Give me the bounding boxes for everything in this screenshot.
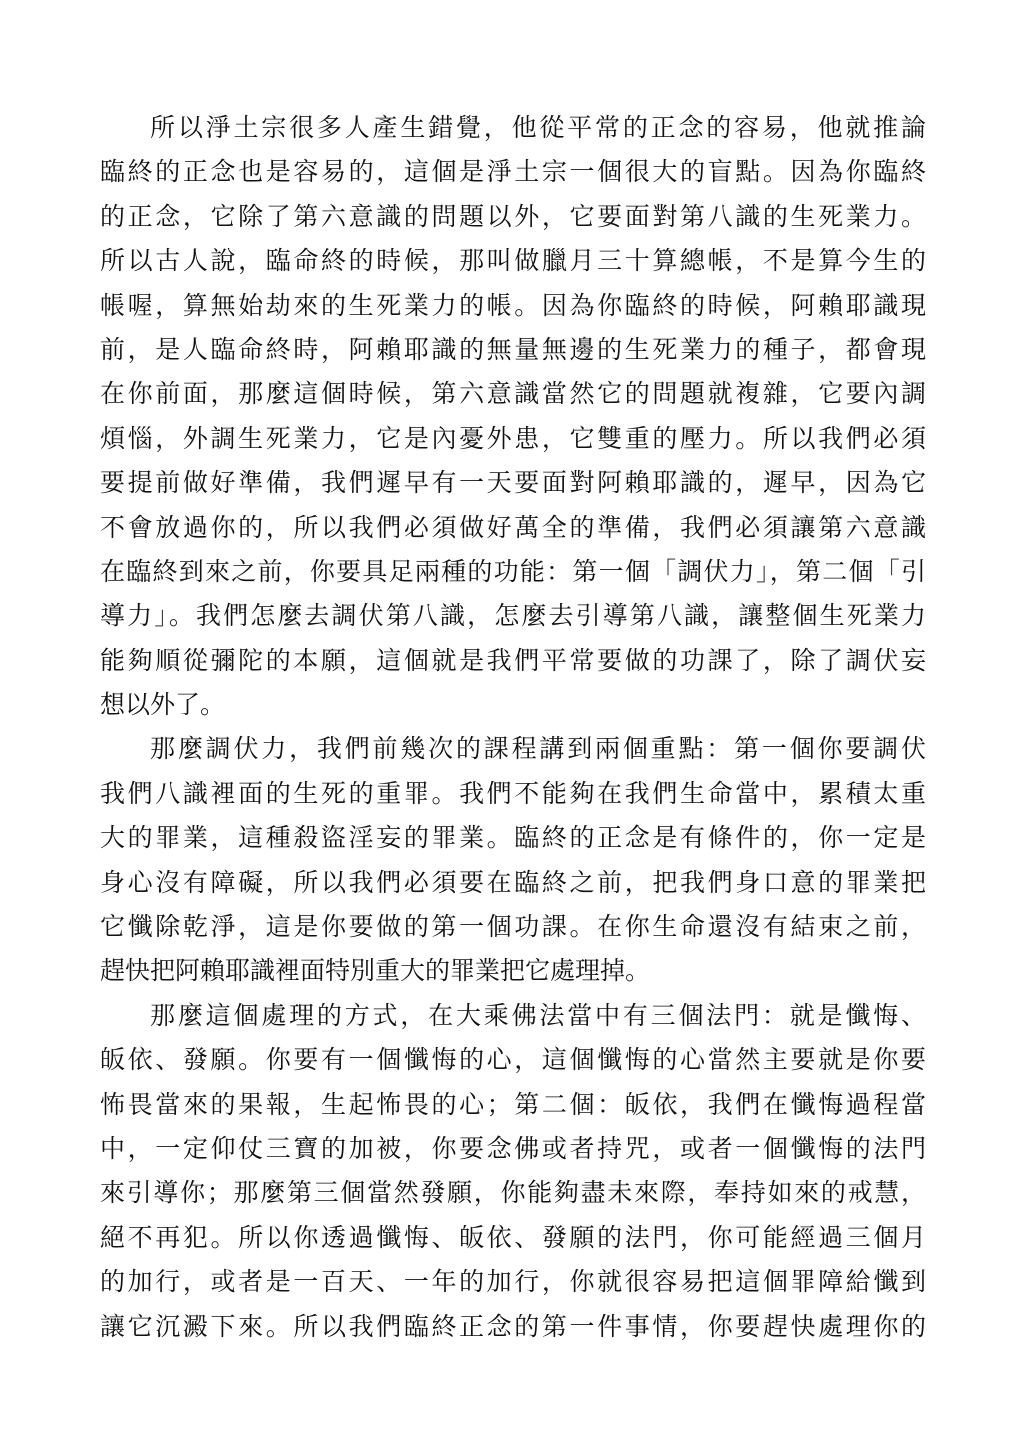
text-line: 帳喔，算無始劫來的生死業力的帳。因為你臨終的時候，阿賴耶識現 <box>100 290 926 320</box>
document-page <box>100 106 926 1349</box>
text-line: 我們八識裡面的生死的重罪。我們不能夠在我們生命當中，累積太重 <box>100 778 926 808</box>
text-line: 前，是人臨命終時，阿賴耶識的無量無邊的生死業力的種子，都會現 <box>100 334 926 364</box>
text-line: 讓它沉澱下來。所以我們臨終正念的第一件事情，你要趕快處理你的 <box>100 1311 926 1341</box>
text-line: 中，一定仰仗三寶的加被，你要念佛或者持咒，或者一個懺悔的法門 <box>100 1133 926 1163</box>
paragraph-2 <box>100 727 926 993</box>
text-line: 那麼調伏力，我們前幾次的課程講到兩個重點：第一個你要調伏 <box>150 734 926 764</box>
text-line: 身心沒有障礙，所以我們必須要在臨終之前，把我們身口意的罪業把 <box>100 867 926 897</box>
paragraph-1 <box>100 106 926 727</box>
text-line: 要提前做好準備，我們遲早有一天要面對阿賴耶識的，遲早，因為它 <box>100 468 926 498</box>
text-line: 怖畏當來的果報，生起怖畏的心；第二個：皈依，我們在懺悔過程當 <box>100 1089 926 1119</box>
paragraph-3 <box>100 994 926 1349</box>
text-line: 想以外了。 <box>100 690 226 720</box>
text-line: 不會放過你的，所以我們必須做好萬全的準備，我們必須讓第六意識 <box>100 512 926 542</box>
text-line: 在你前面，那麼這個時候，第六意識當然它的問題就複雜，它要內調 <box>100 379 926 409</box>
text-line: 煩惱，外調生死業力，它是內憂外患，它雙重的壓力。所以我們必須 <box>100 423 926 453</box>
text-line: 來引導你；那麼第三個當然發願，你能夠盡未來際，奉持如來的戒慧， <box>100 1178 926 1208</box>
text-line: 能夠順從彌陀的本願，這個就是我們平常要做的功課了，除了調伏妄 <box>100 645 926 675</box>
text-line: 所以淨土宗很多人產生錯覺，他從平常的正念的容易，他就推論 <box>150 113 926 142</box>
text-line: 臨終的正念也是容易的，這個是淨土宗一個很大的盲點。因為你臨終 <box>100 157 926 187</box>
text-line: 的加行，或者是一百天、一年的加行，你就很容易把這個罪障給懺到 <box>100 1267 926 1297</box>
text-line: 絕不再犯。所以你透過懺悔、皈依、發願的法門，你可能經過三個月 <box>100 1222 926 1252</box>
text-line: 在臨終到來之前，你要具足兩種的功能：第一個「調伏力」，第二個「引 <box>100 556 926 586</box>
text-line: 的正念，它除了第六意識的問題以外，它要面對第八識的生死業力。 <box>100 201 926 231</box>
text-line: 那麼這個處理的方式，在大乘佛法當中有三個法門：就是懺悔、 <box>150 1000 926 1030</box>
text-line: 大的罪業，這種殺盜淫妄的罪業。臨終的正念是有條件的，你一定是 <box>100 823 926 853</box>
text-line: 所以古人說，臨命終的時候，那叫做臘月三十算總帳，不是算今生的 <box>100 246 926 276</box>
text-line: 趕快把阿賴耶識裡面特別重大的罪業把它處理掉。 <box>100 956 651 986</box>
text-line: 皈依、發願。你要有一個懺悔的心，這個懺悔的心當然主要就是你要 <box>100 1045 926 1075</box>
text-line: 它懺除乾淨，這是你要做的第一個功課。在你生命還沒有結束之前， <box>100 912 926 942</box>
text-line: 導力」。我們怎麼去調伏第八識，怎麼去引導第八識，讓整個生死業力 <box>100 601 926 631</box>
